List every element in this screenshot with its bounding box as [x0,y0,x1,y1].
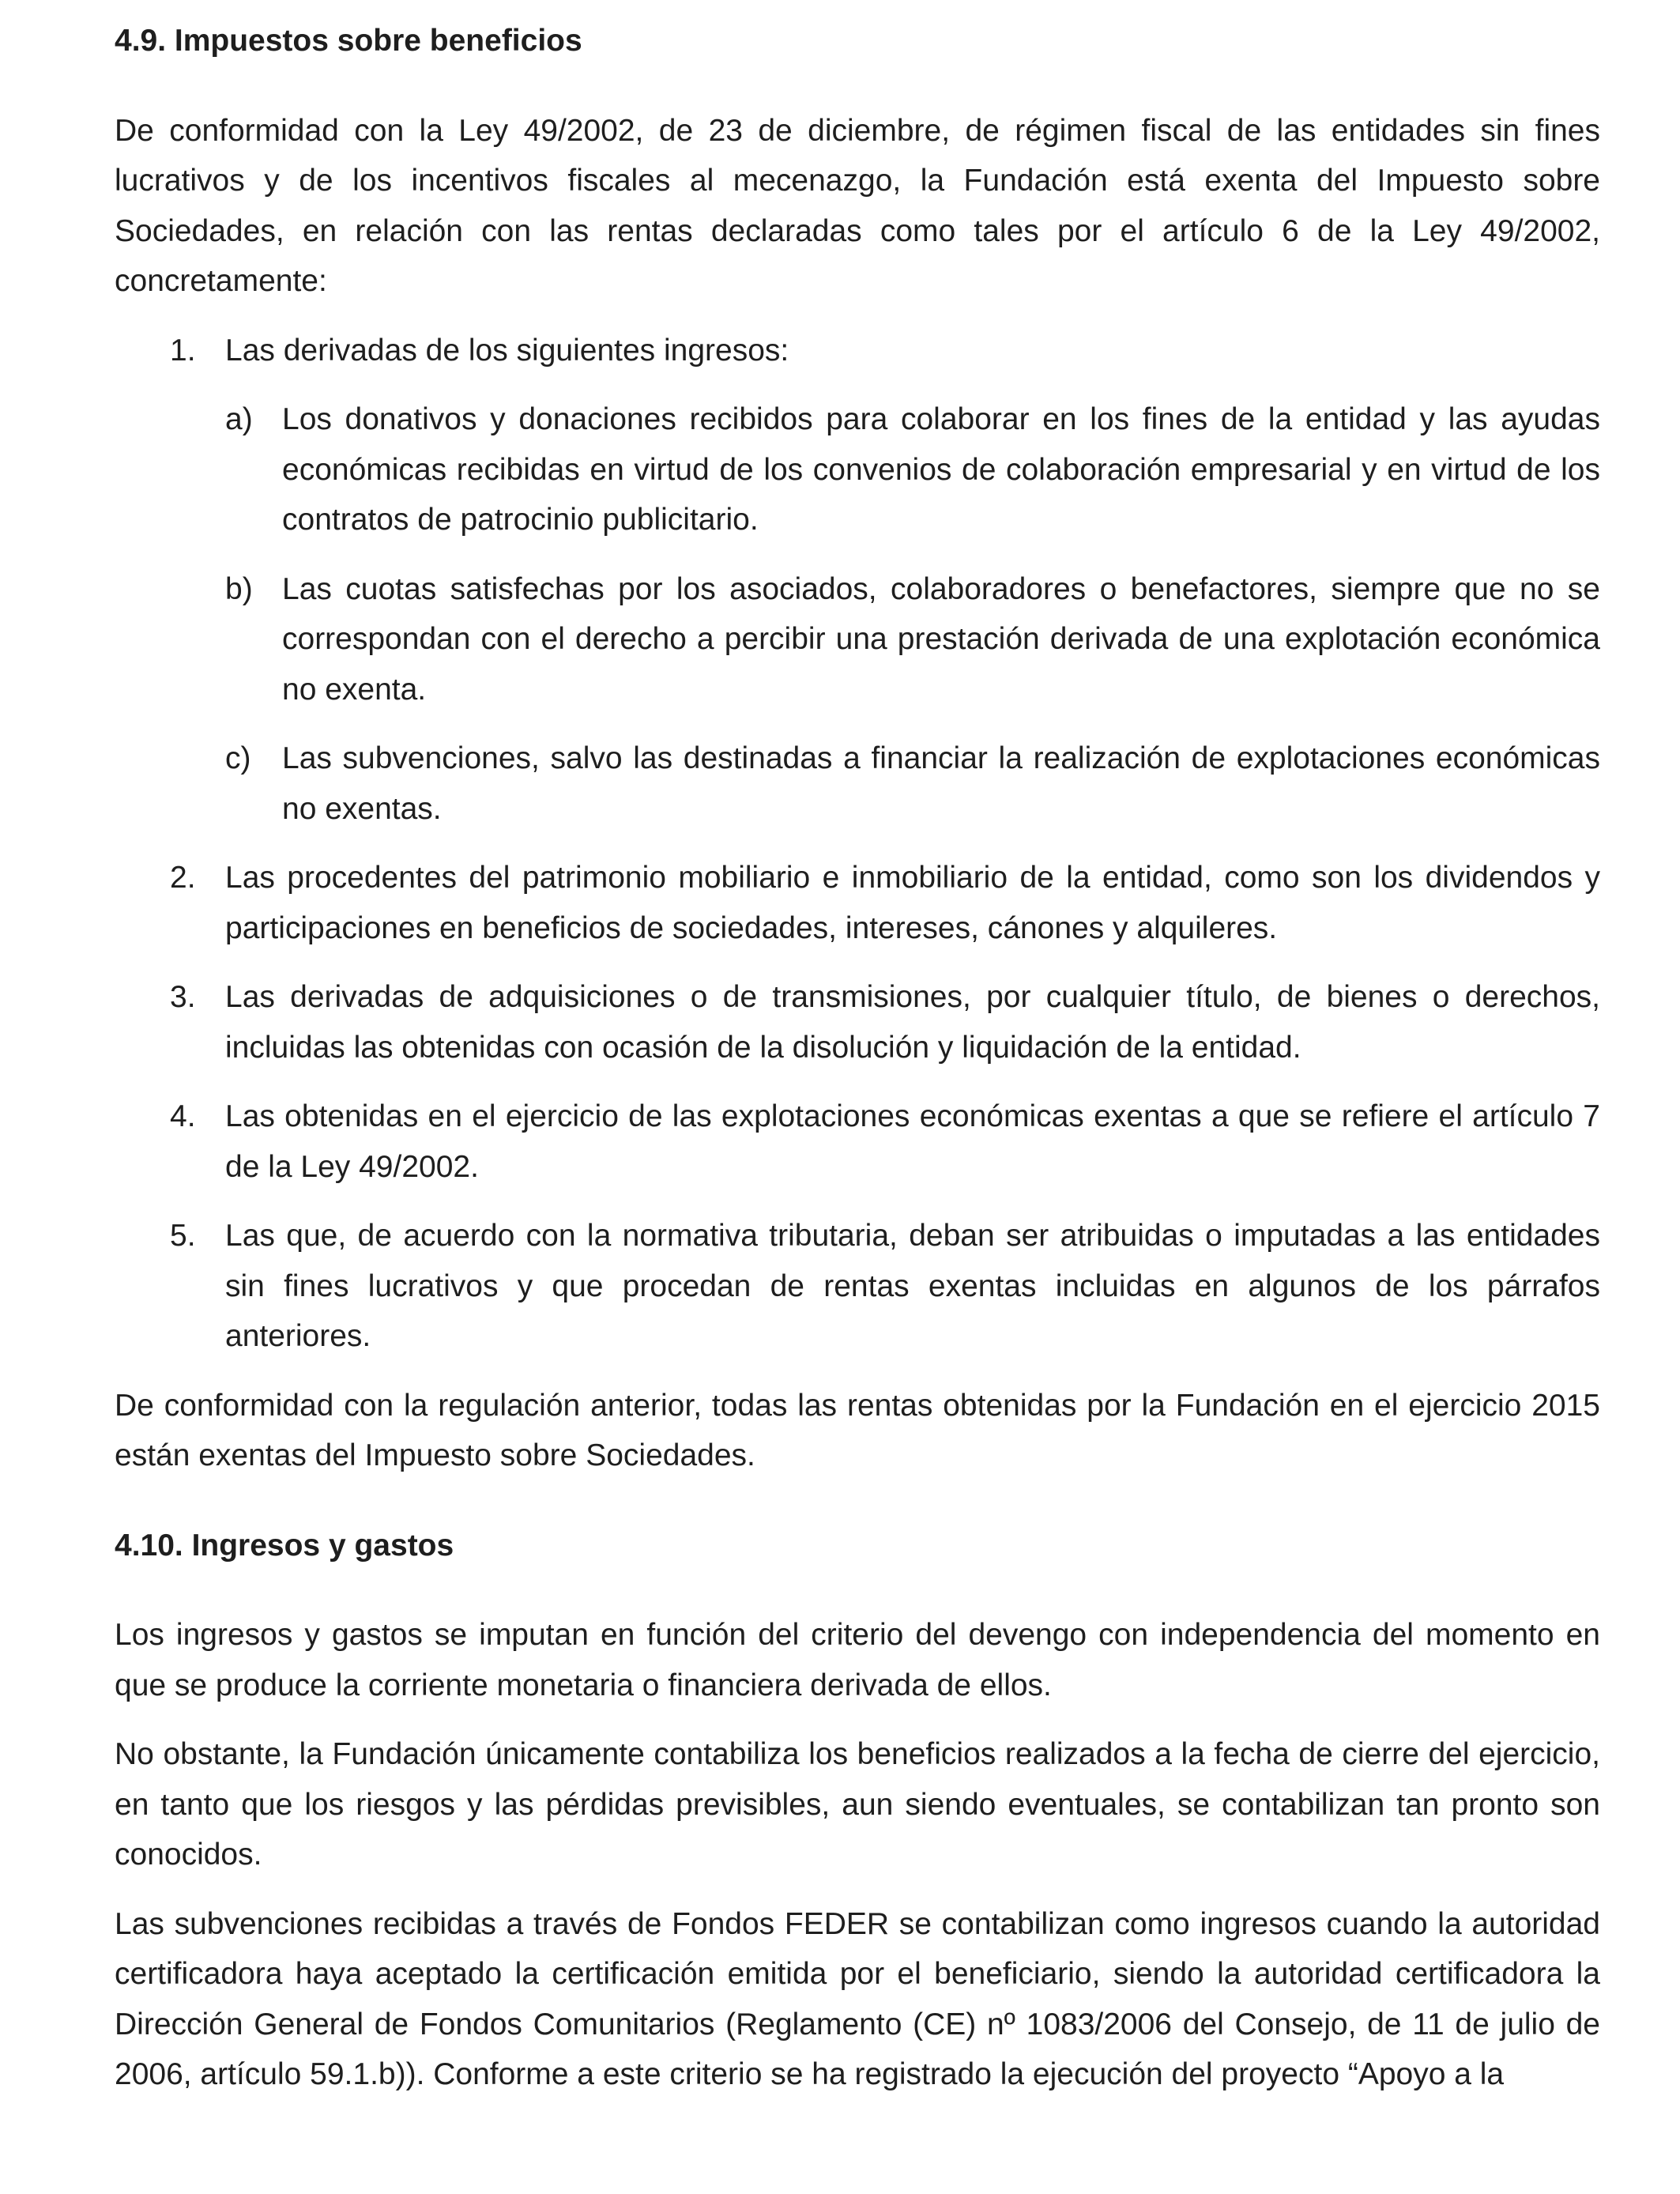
list-marker: 1. [170,333,196,368]
conclusion-paragraph: De conformidad con la regulación anterior, todas las rentas obtenidas por la Fundación en el ejercicio 2015 están exentas del Impuesto sobre Sociedades. [115,1388,1600,1472]
sub-item-c [225,733,1600,834]
paragraph-devengo: Los ingresos y gastos se imputan en función del criterio del devengo con independencia del momento en que se produce la corriente monetaria o financiera derivada de ellos. [115,1618,1600,1702]
list-item-1 [170,326,1600,376]
sub-item-text: Los donativos y donaciones recibidos para colaborar en los fines de la entidad y las ayudas económicas recibidas en virtud de los convenios de colaboración empresarial y en virtud de los contratos de patrocinio publicitario. [282,402,1600,537]
sub-item-text: Las cuotas satisfechas por los asociados, colaboradores o benefactores, siempre que no se correspondan con el derecho a percibir una prestación derivada de una explotación económica no exenta. [282,571,1600,707]
sub-marker: a) [225,402,253,436]
document-page [115,16,1600,2100]
list-item-2 [170,853,1600,953]
sub-marker: b) [225,571,253,606]
sub-item-b [225,564,1600,715]
list-item-text: Las derivadas de los siguientes ingresos: [225,333,789,368]
sub-item-text: Las subvenciones, salvo las destinadas a financiar la realización de explotaciones económicas no exentas. [282,741,1600,826]
list-item-text: Las que, de acuerdo con la normativa tributaria, deban ser atribuidas o imputadas a las entidades sin fines lucrativos y que procedan de rentas exentas incluidas en algunos de los párrafos anteriores. [225,1219,1600,1353]
list-item-3 [170,972,1600,1072]
section-title-impuestos: 4.9. Impuestos sobre beneficios [115,24,582,58]
list-item-5 [170,1211,1600,1362]
list-marker: 5. [170,1219,196,1253]
list-marker: 3. [170,980,196,1014]
list-item-text: Las procedentes del patrimonio mobiliario e inmobiliario de la entidad, como son los dividendos y participaciones en beneficios de sociedades, intereses, cánones y alquileres. [225,861,1600,945]
list-item-text: Las obtenidas en el ejercicio de las explotaciones económicas exentas a que se refiere el artículo 7 de la Ley 49/2002. [225,1099,1600,1184]
sub-item-a [225,394,1600,545]
paragraph-no-obstante: No obstante, la Fundación únicamente contabiliza los beneficios realizados a la fecha de cierre del ejercicio, en tanto que los riesgos y las pérdidas previsibles, aun siendo eventuales, se contabilizan tan pronto son conocidos. [115,1737,1600,1872]
list-item-4 [170,1091,1600,1192]
intro-paragraph: De conformidad con la Ley 49/2002, de 23 de diciembre, de régimen fiscal de las entidades sin fines lucrativos y de los incentivos fiscales al mecenazgo, la Fundación está exenta del Impuesto sobre Sociedades, en relación con las rentas declaradas como tales por el artículo 6 de la Ley 49/2002, concretamente: [115,113,1600,298]
list-marker: 2. [170,861,196,895]
list-marker: 4. [170,1099,196,1133]
section-title-ingresos: 4.10. Ingresos y gastos [115,1528,454,1563]
paragraph-subvenciones: Las subvenciones recibidas a través de Fondos FEDER se contabilizan como ingresos cuando la autoridad certificadora haya aceptado la certificación emitida por el beneficiario, siendo la autoridad certificadora la Dirección General de Fondos Comunitarios (Reglamento (CE) nº 1083/2006 del Consejo, de 11 de julio de 2006, artículo 59.1.b)). Conforme a este criterio se ha registrado la ejecución del proyecto “Apoyo a la [115,1906,1600,2091]
sub-marker: c) [225,741,251,775]
list-item-text: Las derivadas de adquisiciones o de transmisiones, por cualquier título, de bienes o derechos, incluidas las obtenidas con ocasión de la disolución y liquidación de la entidad. [225,980,1600,1065]
